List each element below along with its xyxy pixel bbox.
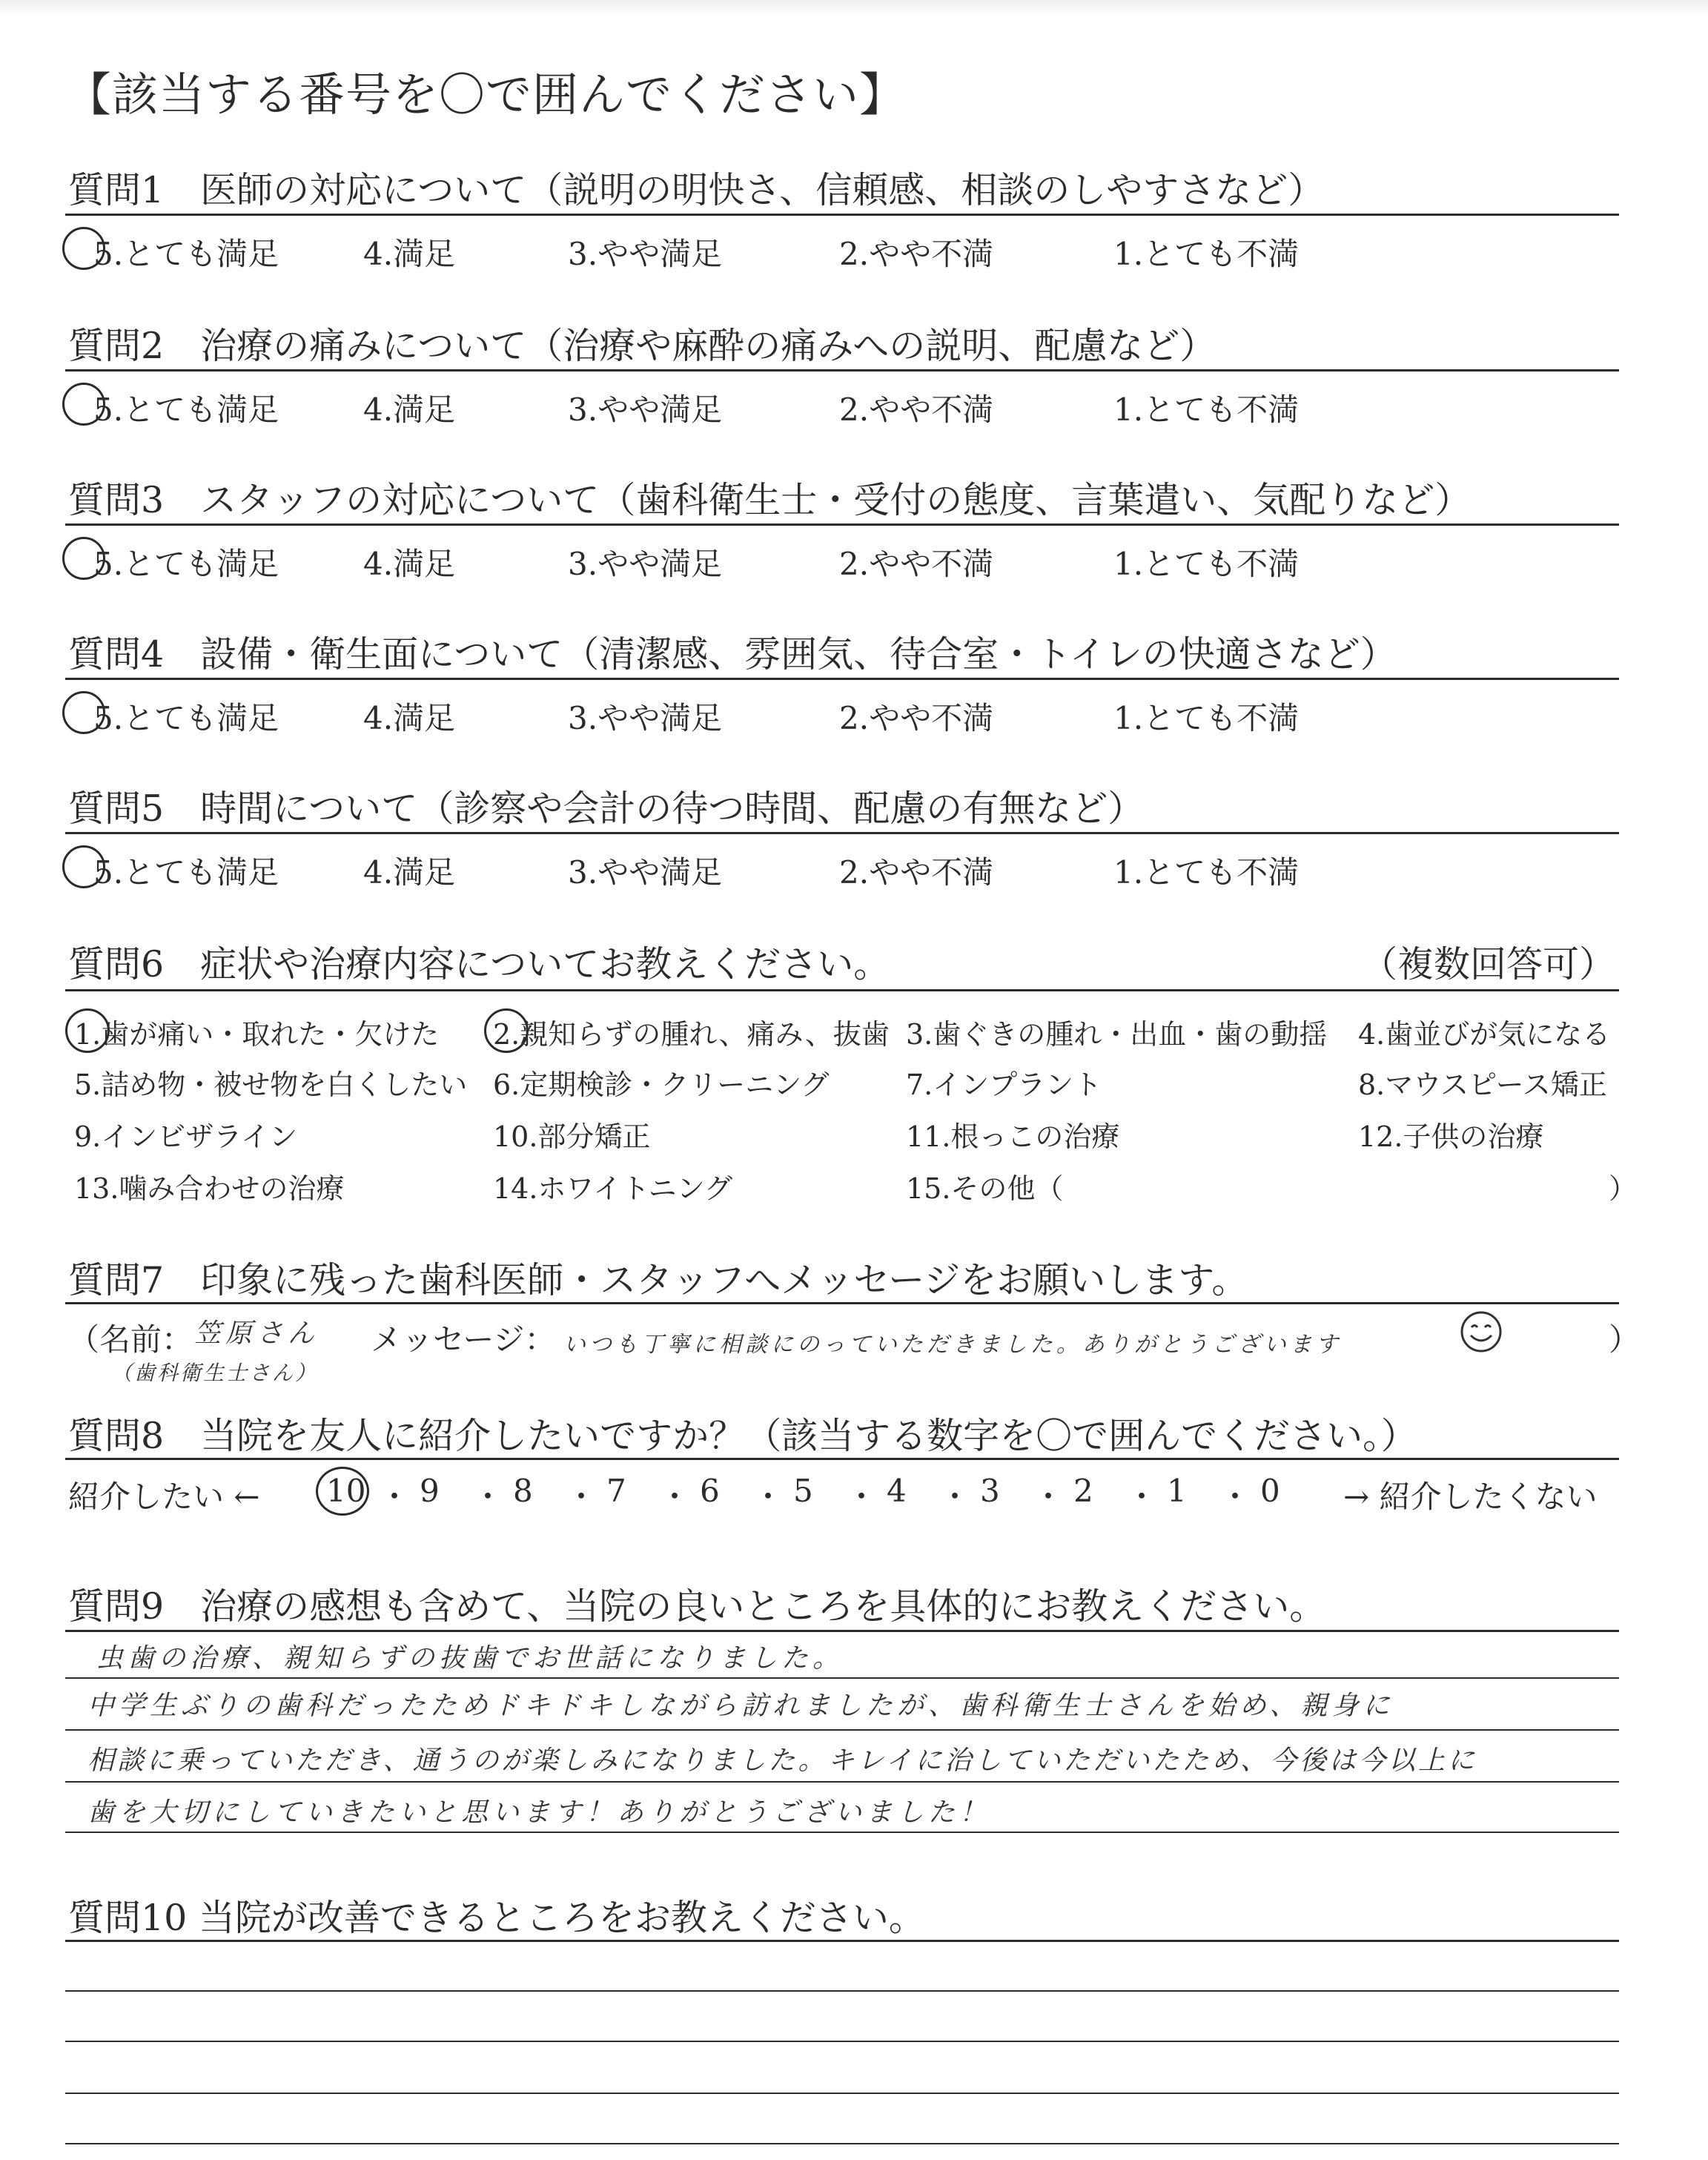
q6-title: 質問6 症状や治療内容についてお教えください。 <box>68 943 890 985</box>
q6-option-14[interactable]: 14.ホワイトニング <box>493 1172 733 1205</box>
q6-option-13[interactable]: 13.噛み合わせの治療 <box>74 1172 345 1205</box>
q1-selection-circle <box>62 227 105 270</box>
q6-option-7[interactable]: 7.インプラント <box>906 1069 1102 1101</box>
q6-option-3[interactable]: 3.歯ぐきの腫れ・出血・歯の動揺 <box>906 1018 1328 1051</box>
q10-line-rule-1[interactable] <box>65 1990 1619 1992</box>
q2-option-1[interactable]: 1.とても不満 <box>1113 392 1300 428</box>
q3-title: 質問3 スタッフの対応について（歯科衛生士・受付の態度、言葉遣い、気配りなど） <box>68 479 1472 521</box>
q4-title: 質問4 設備・衛生面について（清潔感、雰囲気、待合室・トイレの快適さなど） <box>68 633 1397 676</box>
q6-option-4[interactable]: 4.歯並びが気になる <box>1358 1018 1611 1051</box>
q1-option-5[interactable]: 5.とても満足 <box>93 236 279 272</box>
q9-title: 質問9 治療の感想も含めて、当院の良いところを具体的にお教えください。 <box>68 1585 1326 1628</box>
q6-rule <box>65 989 1619 991</box>
q10-rule <box>65 1940 1619 1942</box>
q7-name-label: （名前： <box>68 1321 193 1358</box>
q5-option-5[interactable]: 5.とても満足 <box>93 854 279 891</box>
q9-rule <box>65 1630 1619 1632</box>
q6-selection-circle-1 <box>65 1008 110 1053</box>
q5-rule <box>65 832 1619 834</box>
q9-answer-line-2[interactable]: 中学生ぶりの歯科だったためドキドキしながら訪れましたが、歯科衛生士さんを始め、親身に <box>87 1691 1394 1721</box>
q9-answer-line-4[interactable]: 歯を大切にしていきたいと思います！ありがとうございました！ <box>87 1797 991 1828</box>
q9-answer-line-1[interactable]: 虫歯の治療、親知らずの抜歯でお世話になりました。 <box>96 1643 844 1674</box>
q7-rule <box>65 1302 1619 1304</box>
form-header: 【該当する番号を〇で囲んでください】 <box>65 67 907 122</box>
q9-line-rule-2 <box>65 1729 1619 1731</box>
q2-rule <box>65 369 1619 371</box>
scan-top-edge <box>0 0 1708 16</box>
q7-message-label: メッセージ： <box>371 1321 556 1358</box>
q9-line-rule-1 <box>65 1677 1619 1679</box>
q5-option-1[interactable]: 1.とても不満 <box>1113 854 1300 891</box>
q4-option-1[interactable]: 1.とても不満 <box>1113 700 1300 736</box>
q6-option-9[interactable]: 9.インビザライン <box>74 1120 298 1153</box>
q8-scale-separator: ・ <box>566 1479 598 1515</box>
q5-title: 質問5 時間について（診察や会計の待つ時間、配慮の有無など） <box>68 787 1145 830</box>
q3-option-5[interactable]: 5.とても満足 <box>93 546 279 582</box>
q6-option-2[interactable]: 2.親知らずの腫れ、痛み、抜歯 <box>493 1018 890 1051</box>
q8-scale-separator: ・ <box>846 1479 878 1515</box>
q10-line-rule-2[interactable] <box>65 2041 1619 2042</box>
q6-option-10[interactable]: 10.部分矯正 <box>493 1120 651 1153</box>
q7-name-value[interactable]: 笠原さん <box>194 1318 320 1349</box>
q2-option-5[interactable]: 5.とても満足 <box>93 392 279 428</box>
q6-note: （複数回答可） <box>1361 943 1616 985</box>
q4-option-2[interactable]: 2.やや不満 <box>839 700 994 736</box>
q3-rule <box>65 524 1619 526</box>
q2-title: 質問2 治療の痛みについて（治療や麻酔の痛みへの説明、配慮など） <box>68 325 1217 367</box>
q8-left-label: 紹介したい ← <box>68 1479 260 1515</box>
q10-line-rule-3[interactable] <box>65 2093 1619 2094</box>
q7-close-paren: ） <box>1609 1321 1641 1358</box>
q8-scale-separator: ・ <box>1126 1479 1158 1515</box>
q6-option-11[interactable]: 11.根っこの治療 <box>906 1120 1120 1153</box>
q2-option-3[interactable]: 3.やや満足 <box>568 392 723 428</box>
q3-option-2[interactable]: 2.やや不満 <box>839 546 994 582</box>
q8-rule <box>65 1458 1619 1460</box>
q7-title: 質問7 印象に残った歯科医師・スタッフへメッセージをお願いします。 <box>68 1259 1248 1301</box>
q5-option-2[interactable]: 2.やや不満 <box>839 854 994 891</box>
q9-line-rule-4 <box>65 1832 1619 1833</box>
q3-option-3[interactable]: 3.やや満足 <box>568 546 723 582</box>
q8-scale-6[interactable]: 6 <box>700 1473 720 1509</box>
q8-scale-separator: ・ <box>939 1479 971 1515</box>
q4-selection-circle <box>62 691 105 734</box>
q4-rule <box>65 678 1619 680</box>
q8-scale-3[interactable]: 3 <box>980 1473 1000 1509</box>
q8-scale-separator: ・ <box>659 1479 691 1515</box>
q8-right-label: → 紹介したくない <box>1343 1479 1598 1515</box>
q8-scale-separator: ・ <box>379 1479 411 1515</box>
q2-selection-circle <box>62 383 105 426</box>
q1-option-3[interactable]: 3.やや満足 <box>568 236 723 272</box>
q6-option-15[interactable]: 15.その他（ <box>906 1172 1064 1205</box>
q8-scale-7[interactable]: 7 <box>606 1473 626 1509</box>
q7-message-value[interactable]: いつも丁寧に相談にのっていただきました。ありがとうございます <box>563 1332 1342 1358</box>
q8-scale-5[interactable]: 5 <box>793 1473 813 1509</box>
q6-option-8[interactable]: 8.マウスピース矯正 <box>1358 1069 1607 1101</box>
q1-rule <box>65 214 1619 216</box>
q9-line-rule-3 <box>65 1781 1619 1783</box>
q8-scale-separator: ・ <box>752 1479 784 1515</box>
q2-option-2[interactable]: 2.やや不満 <box>839 392 994 428</box>
q5-option-4[interactable]: 4.満足 <box>363 854 456 891</box>
q1-option-2[interactable]: 2.やや不満 <box>839 236 994 272</box>
q4-option-5[interactable]: 5.とても満足 <box>93 700 279 736</box>
q8-scale-1[interactable]: 1 <box>1167 1473 1187 1509</box>
q7-name-sub: （歯科衛生士さん） <box>111 1361 319 1385</box>
q8-scale-separator: ・ <box>1219 1479 1251 1515</box>
q8-scale-10[interactable]: 10 <box>326 1473 366 1509</box>
q8-scale-9[interactable]: 9 <box>420 1473 440 1509</box>
smiley-face-icon <box>1459 1309 1503 1354</box>
q6-option-6[interactable]: 6.定期検診・クリーニング <box>493 1069 830 1101</box>
q3-option-4[interactable]: 4.満足 <box>363 546 456 582</box>
q4-option-3[interactable]: 3.やや満足 <box>568 700 723 736</box>
q8-scale-8[interactable]: 8 <box>513 1473 533 1509</box>
q3-option-1[interactable]: 1.とても不満 <box>1113 546 1300 582</box>
q9-answer-line-3[interactable]: 相談に乗っていただき、通うのが楽しみになりました。キレイに治していただいたため、今後は今以上に <box>87 1745 1477 1776</box>
q1-option-4[interactable]: 4.満足 <box>363 236 456 272</box>
q8-scale-2[interactable]: 2 <box>1073 1473 1093 1509</box>
q6-selection-circle-2 <box>484 1008 529 1053</box>
q3-selection-circle <box>62 537 105 580</box>
q5-selection-circle <box>62 845 105 888</box>
q8-scale-0[interactable]: 0 <box>1260 1473 1280 1509</box>
q5-option-3[interactable]: 3.やや満足 <box>568 854 723 891</box>
q8-title: 質問8 当院を友人に紹介したいですか？（該当する数字を〇で囲んでください。） <box>68 1415 1417 1457</box>
q6-option-12[interactable]: 12.子供の治療 <box>1358 1120 1544 1153</box>
q8-scale-separator: ・ <box>1033 1479 1065 1515</box>
q6-option-1[interactable]: 1.歯が痛い・取れた・欠けた <box>74 1018 440 1051</box>
q6-other-close-paren: ） <box>1609 1172 1638 1205</box>
q8-scale-separator: ・ <box>472 1479 504 1515</box>
q2-option-4[interactable]: 4.満足 <box>363 392 456 428</box>
q6-option-5[interactable]: 5.詰め物・被せ物を白くしたい <box>74 1069 468 1101</box>
q4-option-4[interactable]: 4.満足 <box>363 700 456 736</box>
q8-selection-circle <box>316 1467 369 1516</box>
q8-scale-4[interactable]: 4 <box>887 1473 907 1509</box>
q10-line-rule-4[interactable] <box>65 2143 1619 2144</box>
q10-title: 質問10 当院が改善できるところをお教えください。 <box>68 1897 925 1939</box>
q1-title: 質問1 医師の対応について（説明の明快さ、信頼感、相談のしやすさなど） <box>68 169 1325 211</box>
q1-option-1[interactable]: 1.とても不満 <box>1113 236 1300 272</box>
